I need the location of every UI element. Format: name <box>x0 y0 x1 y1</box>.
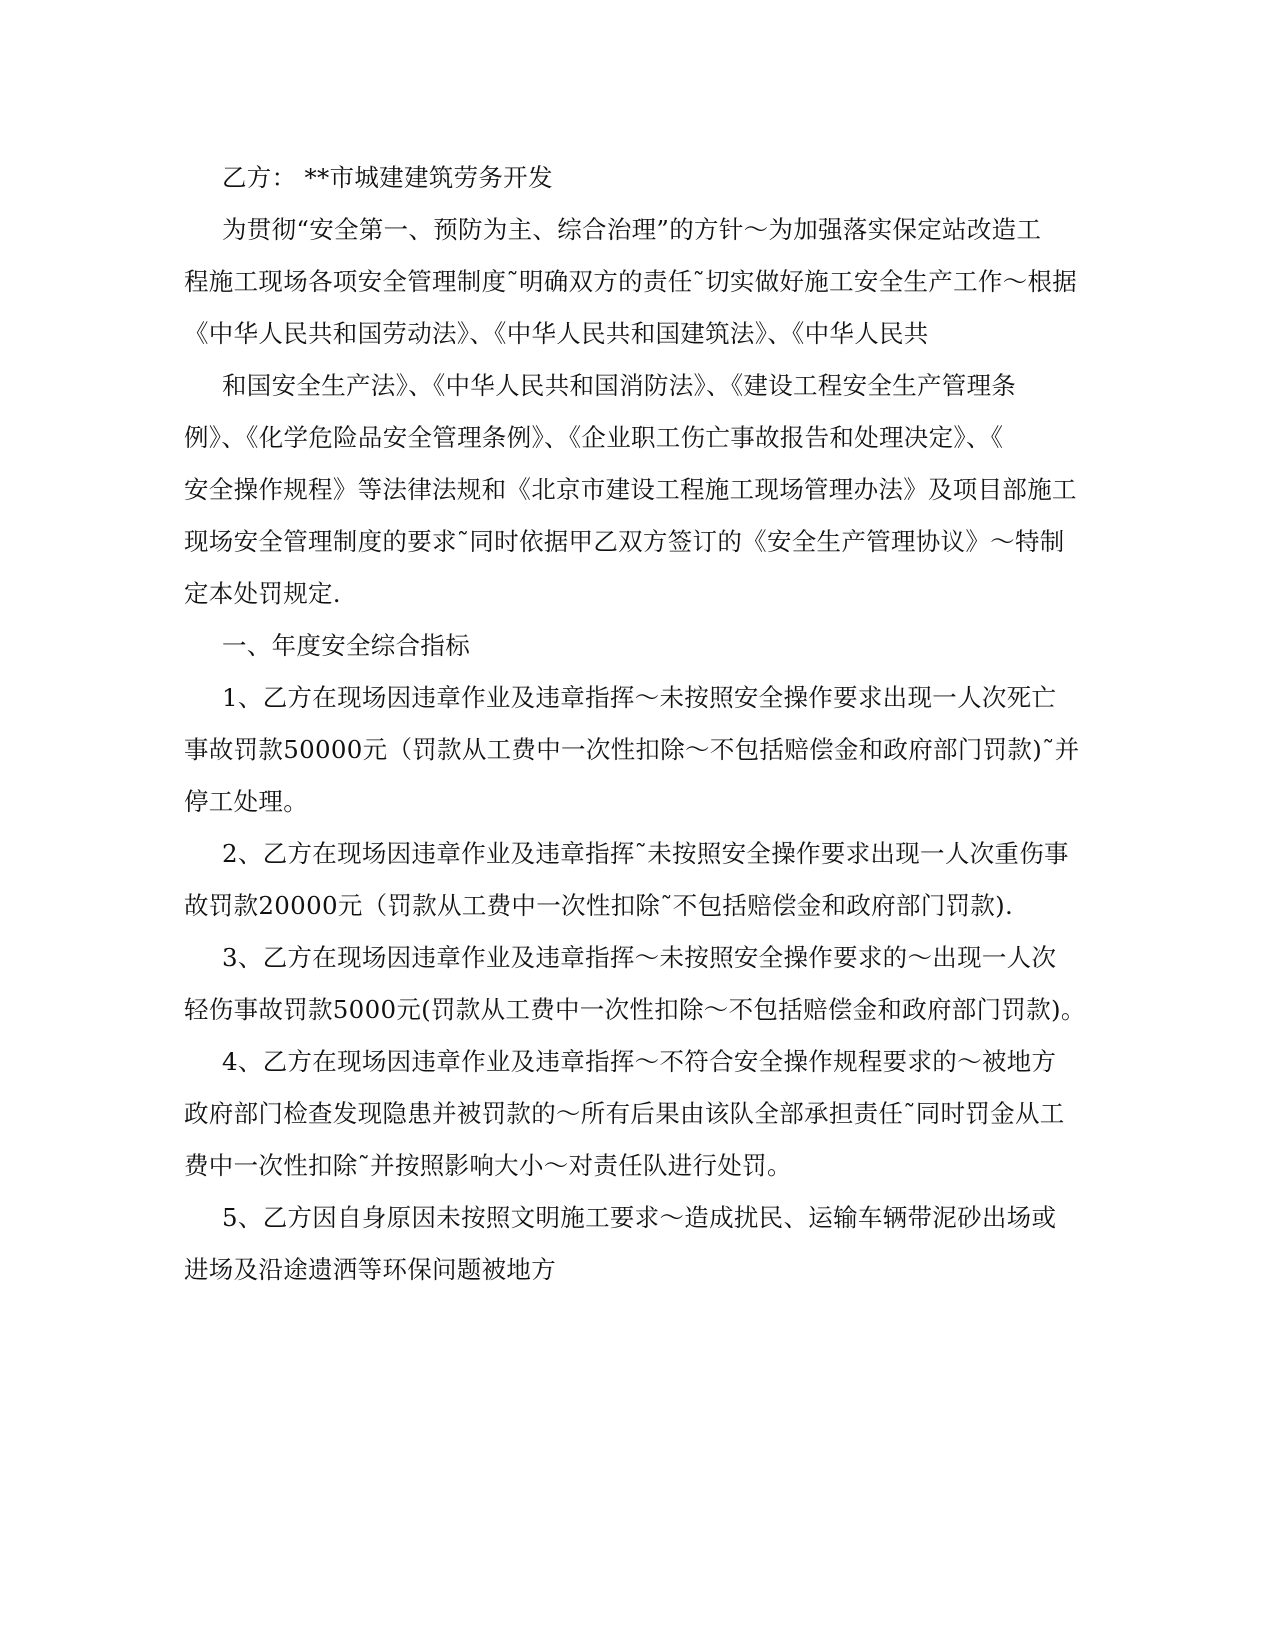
clause-4-line: 费中一次性扣除˜并按照影响大小～对责任队进行处罚。 <box>184 1151 792 1180</box>
clause-2-line: 故罚款20000元（罚款从工费中一次性扣除˜不包括赔偿金和政府部门罚款). <box>184 891 1014 920</box>
intro-paragraph-line: 现场安全管理制度的要求˜同时依据甲乙双方签订的《安全生产管理协议》～特制 <box>184 527 1065 556</box>
clause-3-line: 3、乙方在现场因违章作业及违章指挥～未按照安全操作要求的～出现一人次 <box>222 943 1057 972</box>
clause-4-line: 4、乙方在现场因违章作业及违章指挥～不符合安全操作规程要求的～被地方 <box>222 1047 1057 1076</box>
intro-paragraph-line: 为贯彻“安全第一、预防为主、综合治理”的方针～为加强落实保定站改造工 <box>222 215 1042 244</box>
intro-paragraph-line: 例》、《化学危险品安全管理条例》、《企业职工伤亡事故报告和处理决定》、《 <box>184 423 1004 452</box>
clause-5-line: 进场及沿途遗洒等环保问题被地方 <box>184 1255 556 1284</box>
intro-paragraph-line: 《中华人民共和国劳动法》、《中华人民共和国建筑法》、《中华人民共 <box>184 319 929 348</box>
clause-2-line: 2、乙方在现场因违章作业及违章指挥˜未按照安全操作要求出现一人次重伤事 <box>222 839 1069 868</box>
clause-3-line: 轻伤事故罚款5000元(罚款从工费中一次性扣除～不包括赔偿金和政府部门罚款)。 <box>184 995 1086 1024</box>
clause-5-line: 5、乙方因自身原因未按照文明施工要求～造成扰民、运输车辆带泥砂出场或 <box>222 1203 1057 1232</box>
clause-1-line: 1、乙方在现场因违章作业及违章指挥～未按照安全操作要求出现一人次死亡 <box>222 683 1057 712</box>
intro-paragraph-line: 定本处罚规定. <box>184 579 341 608</box>
intro-paragraph-line: 程施工现场各项安全管理制度˜明确双方的责任˜切实做好施工安全生产工作～根据 <box>184 267 1078 296</box>
intro-paragraph-line: 和国安全生产法》、《中华人民共和国消防法》、《建设工程安全生产管理条 <box>222 371 1017 400</box>
clause-1-line: 事故罚款50000元（罚款从工费中一次性扣除～不包括赔偿金和政府部门罚款)˜并 <box>184 735 1080 764</box>
clause-1-line: 停工处理。 <box>184 787 308 816</box>
section-heading: 一、年度安全综合指标 <box>222 631 470 660</box>
clause-4-line: 政府部门检查发现隐患并被罚款的～所有后果由该队全部承担责任˜同时罚金从工 <box>184 1099 1065 1128</box>
party-b-line: 乙方： **市城建建筑劳务开发 <box>222 163 553 192</box>
intro-paragraph-line: 安全操作规程》等法律法规和《北京市建设工程施工现场管理办法》及项目部施工 <box>184 475 1077 504</box>
